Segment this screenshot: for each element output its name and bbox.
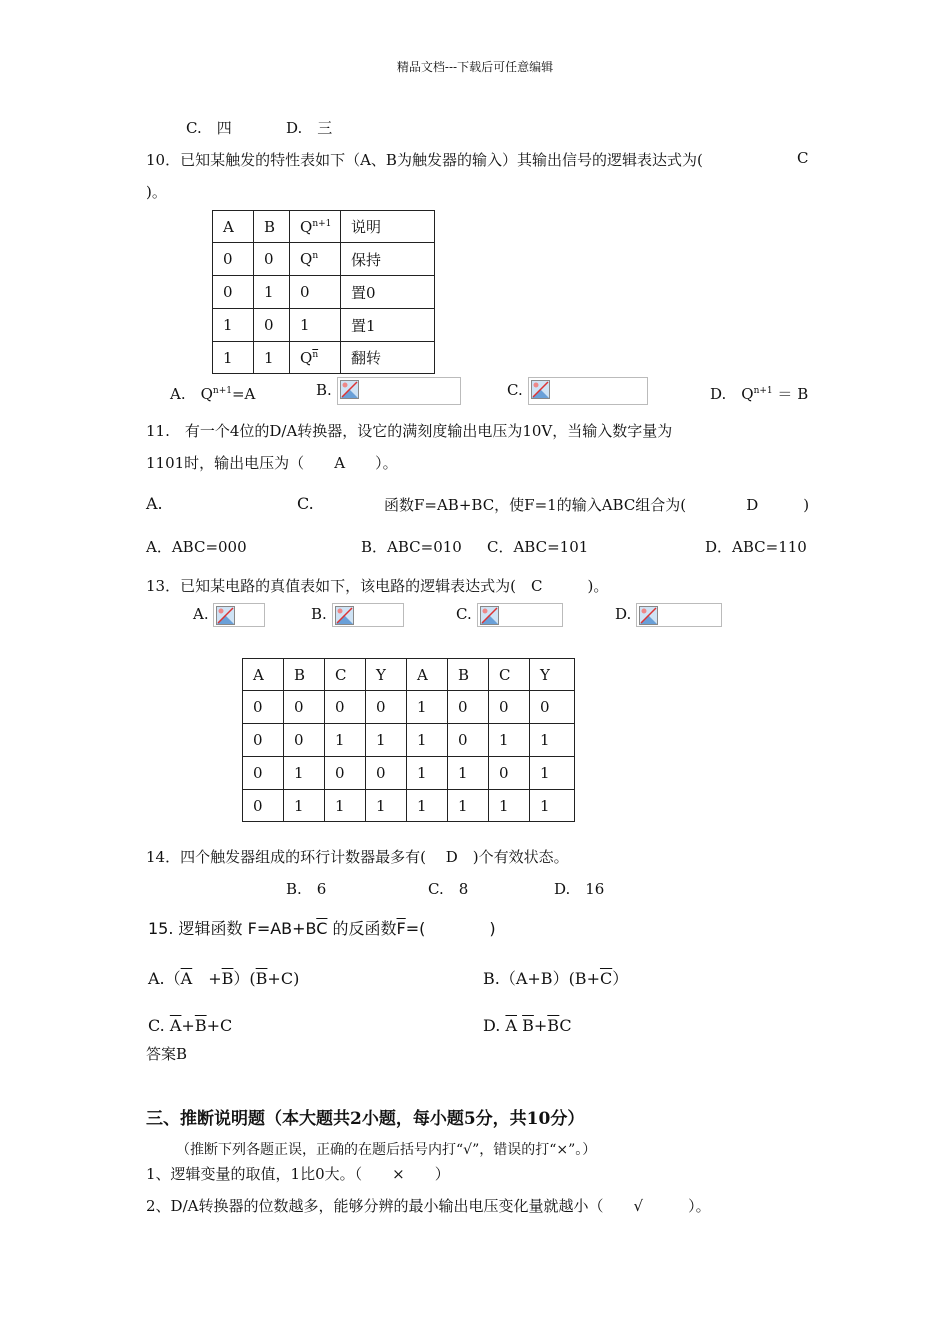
table-cell: 1	[366, 790, 407, 822]
table-cell: 1	[530, 724, 575, 757]
table-cell: 1	[284, 790, 325, 822]
table-cell: 1	[407, 790, 448, 822]
broken-image-icon	[335, 606, 354, 625]
q13-text: 13．已知某电路的真值表如下，该电路的逻辑表达式为( C )。	[146, 577, 609, 595]
table-cell: 1	[254, 276, 290, 309]
q10-option-d: D. $Q^{n+1} = B$	[710, 385, 809, 403]
judge-q1-mark: ×	[392, 1165, 405, 1183]
table-cell: 0	[489, 757, 530, 790]
table-cell: 1	[213, 309, 254, 342]
table-cell: 0	[290, 276, 341, 309]
table-cell: 0	[284, 691, 325, 724]
table-cell: 1	[448, 757, 489, 790]
q10-text-end: )。	[146, 183, 167, 201]
broken-image-placeholder	[213, 603, 265, 627]
q13-option-a: A.	[193, 603, 265, 627]
table-header: Y	[530, 659, 575, 691]
broken-image-placeholder	[332, 603, 404, 627]
table-cell: 0	[530, 691, 575, 724]
table-cell: 0	[213, 276, 254, 309]
page-header: 精品文档---下载后可任意编辑	[396, 60, 554, 74]
q12-option-a-stub: A.	[146, 494, 163, 513]
table-cell: 0	[243, 724, 284, 757]
q13-option-d: D.	[615, 603, 722, 627]
table-cell: 1	[489, 790, 530, 822]
table-cell: 0	[325, 757, 366, 790]
judge-q1: 1、逻辑变量的取值，1比0大。（ × ）	[146, 1165, 450, 1183]
q9-option-c: C. 四	[186, 119, 232, 137]
table-cell: 1	[325, 790, 366, 822]
table-cell: 1	[284, 757, 325, 790]
table-cell: 1	[530, 757, 575, 790]
table-header: B	[448, 659, 489, 691]
section-instruction: （推断下列各题正误，正确的在题后括号内打“√”，错误的打“×”。）	[176, 1142, 597, 1158]
table-cell: 翻转	[341, 342, 435, 374]
table-cell: 保持	[341, 243, 435, 276]
broken-image-placeholder	[636, 603, 722, 627]
q15-option-a: $A.(\overline{A}$ $+\overline{B})(\overline{B}+C)$	[148, 969, 300, 988]
table-cell: 1	[407, 724, 448, 757]
q10-option-c: C.	[507, 377, 648, 405]
table-header: C	[489, 659, 530, 691]
table-cell: 0	[366, 757, 407, 790]
table-cell: 1	[366, 724, 407, 757]
table-cell: 1	[325, 724, 366, 757]
q11-text-2: 1101时，输出电压为（ A ）。	[146, 454, 398, 472]
q12-option-d: D．ABC=110	[705, 538, 807, 556]
table-cell: 0	[325, 691, 366, 724]
table-cell: 1	[530, 790, 575, 822]
broken-image-placeholder	[528, 377, 648, 405]
table-cell: 0	[213, 243, 254, 276]
q14-text: 14．四个触发器组成的环行计数器最多有( D )个有效状态。	[146, 848, 569, 866]
q12-option-c: C．ABC=101	[487, 538, 589, 556]
table-header: A	[213, 211, 254, 243]
q15-text: 15. 逻辑函数 $F=AB+B\overline{C}$ 的反函数$\overline{F}=$( )	[148, 919, 496, 938]
q14-option-d: D. 16	[554, 880, 605, 898]
table-header: 说明	[341, 211, 435, 243]
q10-characteristic-table	[212, 210, 435, 374]
table-cell: $Q^{\overline{n}}$	[290, 342, 341, 374]
table-header: C	[325, 659, 366, 691]
table-cell: 0	[489, 691, 530, 724]
q12-answer: D	[746, 496, 759, 514]
q10-option-b: B.	[316, 377, 461, 405]
table-cell: $Q^n$	[290, 243, 341, 276]
table-header: A	[407, 659, 448, 691]
table-cell: 1	[290, 309, 341, 342]
table-cell: 1	[489, 724, 530, 757]
table-cell: 1	[254, 342, 290, 374]
table-header: $Q^{n+1}$	[290, 211, 341, 243]
q12-option-a: A．ABC=000	[146, 538, 247, 556]
table-cell: 1	[407, 691, 448, 724]
q14-answer: D	[445, 848, 458, 866]
table-header: A	[243, 659, 284, 691]
q15-option-d: D. $\overline{A}$ $\overline{B}+\overline{B}C$	[483, 1016, 572, 1035]
table-cell: 1	[407, 757, 448, 790]
table-cell: 置1	[341, 309, 435, 342]
table-cell: 0	[243, 757, 284, 790]
table-cell: 0	[284, 724, 325, 757]
broken-image-icon	[340, 380, 359, 399]
broken-image-icon	[480, 606, 499, 625]
judge-q2-mark: √	[633, 1197, 644, 1215]
q9-option-d: D. 三	[286, 119, 333, 137]
q13-truth-table	[242, 658, 575, 822]
broken-image-icon	[531, 380, 550, 399]
q10-answer: C	[797, 149, 809, 167]
q12-option-b: B．ABC=010	[361, 538, 462, 556]
q14-option-c: C. 8	[428, 880, 469, 898]
table-cell: 0	[448, 691, 489, 724]
table-cell: 0	[254, 309, 290, 342]
q15-option-b: $B.(A+B)(B+\overline{C})$	[483, 969, 629, 988]
table-header: B	[254, 211, 290, 243]
broken-image-placeholder	[477, 603, 563, 627]
q11-answer: A	[334, 454, 346, 472]
table-cell: 1	[448, 790, 489, 822]
q11-text: 11. 有一个4位的D/A转换器，设它的满刻度输出电压为10V，当输入数字量为	[146, 422, 673, 440]
q12-option-c-stub: C.	[297, 494, 314, 513]
table-cell: 0	[254, 243, 290, 276]
q13-option-c: C.	[456, 603, 563, 627]
q15-option-c: C. $\overline{A}+\overline{B}+C$	[148, 1016, 233, 1035]
q13-option-b: B.	[311, 603, 404, 627]
broken-image-placeholder	[337, 377, 461, 405]
q10-text: 10．已知某触发的特性表如下（A、B为触发器的输入）其输出信号的逻辑表达式为(	[146, 151, 703, 169]
q10-option-a: A. $Q^{n+1}=A$	[170, 385, 256, 403]
q14-option-b: B. 6	[286, 880, 327, 898]
section-title: 三、推断说明题（本大题共2小题，每小题5分，共10分）	[146, 1109, 585, 1129]
q12-text: 函数F=AB+BC，使F=1的输入ABC组合为( D )	[384, 496, 810, 514]
table-cell: 0	[448, 724, 489, 757]
table-cell: 0	[243, 691, 284, 724]
table-header: Y	[366, 659, 407, 691]
broken-image-icon	[216, 606, 235, 625]
broken-image-icon	[639, 606, 658, 625]
judge-q2: 2、D/A转换器的位数越多，能够分辨的最小输出电压变化量就越小（ √ ）。	[146, 1197, 711, 1215]
table-cell: 0	[243, 790, 284, 822]
q15-answer: 答案B	[146, 1045, 188, 1063]
table-cell: 置0	[341, 276, 435, 309]
table-cell: 0	[366, 691, 407, 724]
q13-answer: C	[530, 577, 543, 595]
table-header: B	[284, 659, 325, 691]
table-cell: 1	[213, 342, 254, 374]
